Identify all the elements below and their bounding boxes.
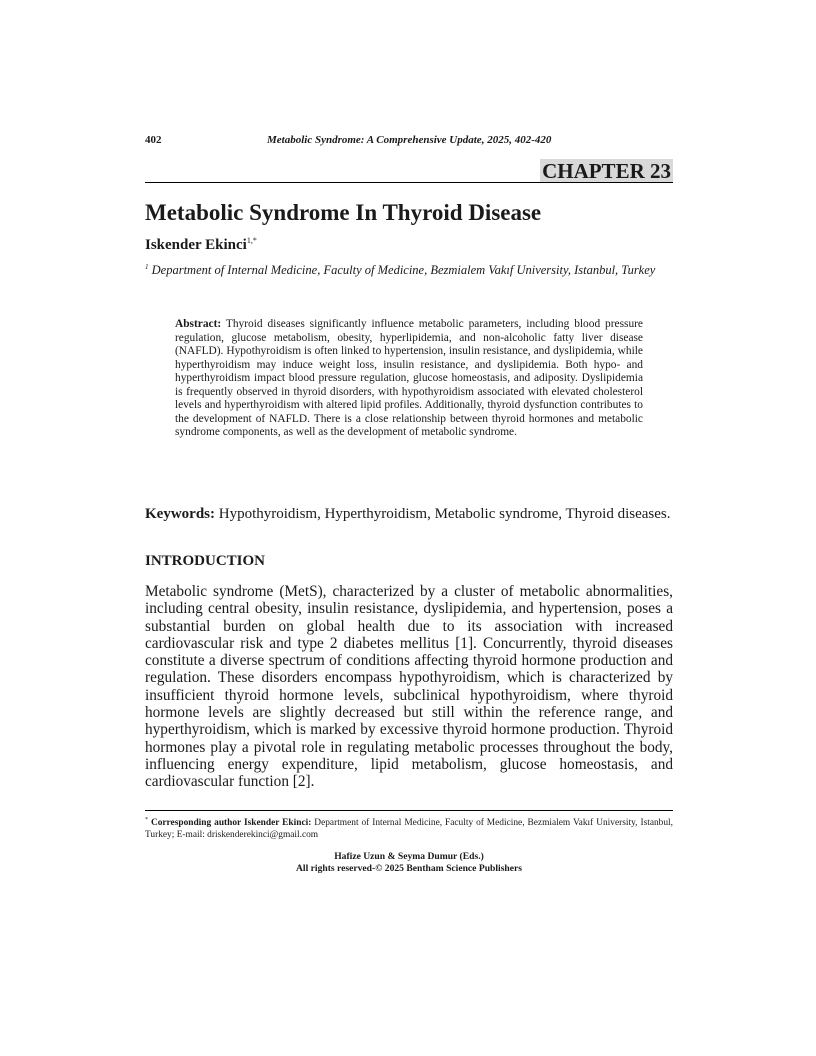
affiliation-text: Department of Internal Medicine, Faculty of Medicine, Bezmialem Vakıf University, Istanbul, Turkey xyxy=(148,263,656,277)
keywords-text: Hypothyroidism, Hyperthyroidism, Metabolic syndrome, Thyroid diseases. xyxy=(215,506,671,522)
footnote-marker: * xyxy=(145,817,148,823)
journal-title: Metabolic Syndrome: A Comprehensive Update xyxy=(267,134,482,146)
author-line xyxy=(145,236,257,254)
author-name: Iskender Ekinci xyxy=(145,237,247,253)
footnote xyxy=(145,814,673,841)
author-superscript: 1,* xyxy=(246,236,257,245)
abstract-label: Abstract: xyxy=(175,318,222,330)
keywords-label: Keywords: xyxy=(145,506,215,522)
publisher-imprint xyxy=(145,851,673,875)
footnote-divider xyxy=(145,810,673,811)
abstract xyxy=(175,318,643,440)
journal-volume-pages: , 2025, 402-420 xyxy=(481,134,552,146)
affiliation xyxy=(145,260,673,278)
page-number: 402 xyxy=(145,134,162,146)
footnote-text: Department of Internal Medicine, Faculty of Medicine, Bezmialem Vakıf University, Istanbul, Turkey; E-mail: driskenderekinci@gmail.com xyxy=(145,818,673,840)
chapter-divider xyxy=(145,182,673,183)
chapter-label: CHAPTER 23 xyxy=(542,159,671,183)
rights-line: All rights reserved-© 2025 Bentham Science Publishers xyxy=(295,863,523,874)
affiliation-marker: 1 xyxy=(145,263,149,271)
journal-citation xyxy=(267,134,551,146)
introduction-paragraph: Metabolic syndrome (MetS), characterized by a cluster of metabolic abnormalities, including central obesity, insulin resistance, dyslipidemia, and hypertension, poses a substantial burden on global health due to its association with increased cardiovascular risk and type 2 diabetes mellitus [1]. Concurrently, thyroid diseases constitute a diverse spectrum of conditions affecting thyroid hormone production and regulation. These disorders encompass hypothyroidism, which is characterized by insufficient thyroid hormone levels, subclinical hypothyroidism, where thyroid hormone levels are slightly decreased but still within the reference range, and hyperthyroidism, which is marked by excessive thyroid hormone production. Thyroid hormones play a pivotal role in regulating metabolic processes throughout the body, influencing energy expenditure, lipid metabolism, glucose homeostasis, and cardiovascular function [2]. xyxy=(145,583,673,791)
abstract-text: Thyroid diseases significantly influence metabolic parameters, including blood pressure regulation, glucose metabolism, obesity, hyperlipidemia, and non-alcoholic fatty liver disease (NAFLD). Hypothyroidism is often linked to hypertension, insulin resistance, and dyslipidemia, while hyperthyroidism may induce weight loss, insulin resistance, and dyslipidemia. Both hypo- and hyperthyroidism impact blood pressure regulation, glucose homeostasis, and adiposity. Dyslipidemia is frequently observed in thyroid disorders, with hypothyroidism associated with elevated cholesterol levels and hyperthyroidism with altered lipid profiles. Additionally, thyroid dysfunction contributes to the development of NAFLD. There is a close relationship between thyroid hormones and metabolic syndrome components, as well as the development of metabolic syndrome. xyxy=(175,318,643,438)
footnote-label: Corresponding author Iskender Ekinci: xyxy=(148,818,312,828)
section-heading-introduction: INTRODUCTION xyxy=(145,553,266,569)
keywords xyxy=(145,505,673,523)
editors-line: Hafize Uzun & Seyma Dumur (Eds.) xyxy=(334,851,484,862)
paper-title: Metabolic Syndrome In Thyroid Disease xyxy=(145,200,542,225)
